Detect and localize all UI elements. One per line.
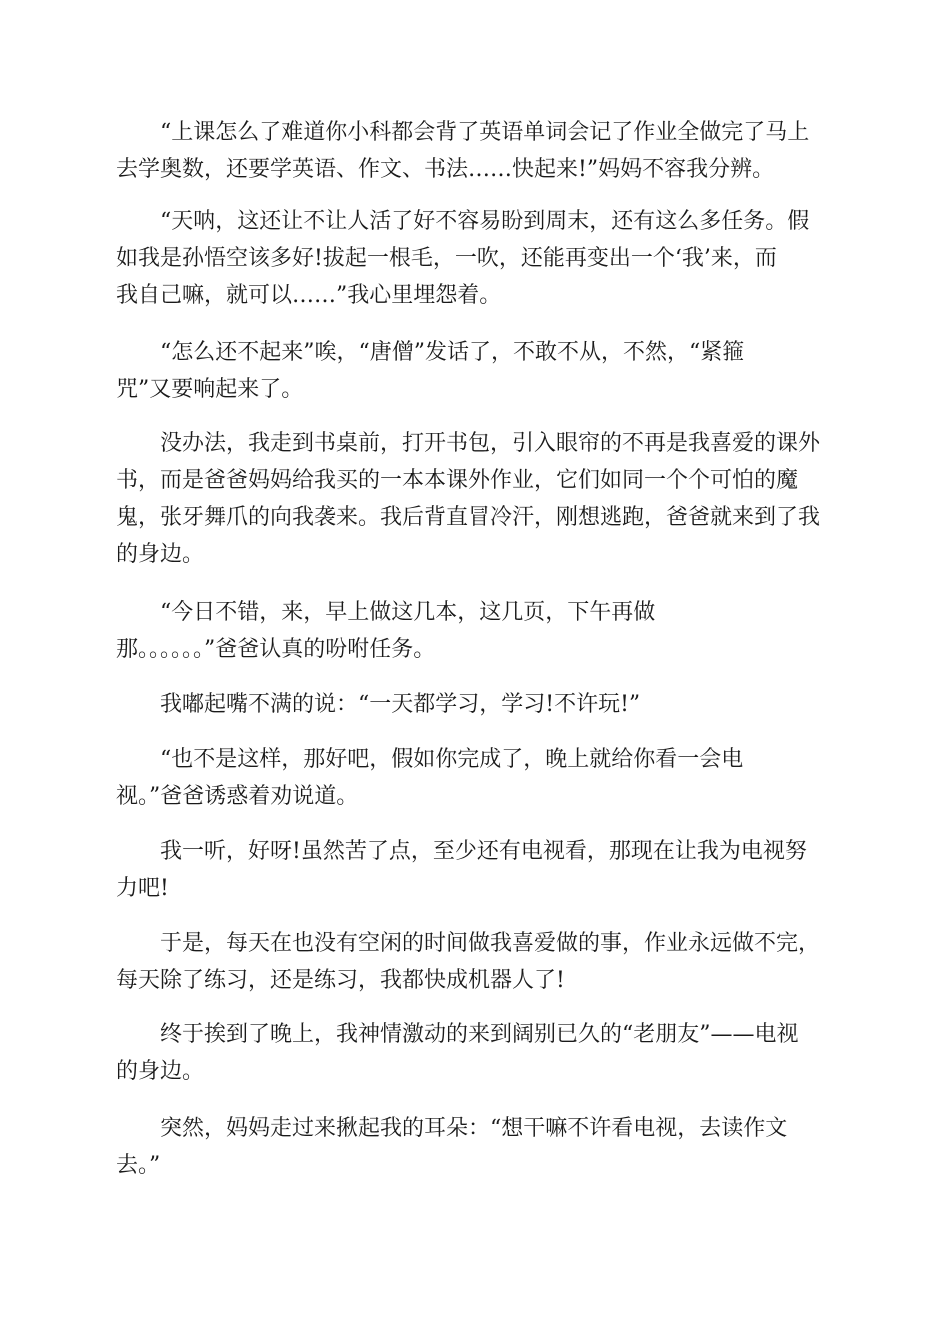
paragraph-11-line-1: 突然，妈妈走过来揪起我的耳朵：“想干嘛不许看电视，去读作文 xyxy=(160,1116,788,1141)
paragraph-9-line-2: 每天除了练习，还是练习，我都快成机器人了! xyxy=(116,968,565,993)
paragraph-3 xyxy=(116,334,836,408)
paragraph-9 xyxy=(116,925,836,999)
paragraph-6 xyxy=(116,686,836,723)
paragraph-8-line-1: 我一听，好呀!虽然苦了点，至少还有电视看，那现在让我为电视努 xyxy=(160,839,807,864)
paragraph-5-line-1: “今日不错，来，早上做这几本，这几页，下午再做 xyxy=(160,600,656,625)
paragraph-11 xyxy=(116,1110,836,1184)
paragraph-4-line-1: 没办法，我走到书桌前，打开书包，引入眼帘的不再是我喜爱的课外 xyxy=(160,431,821,456)
paragraph-4-line-4: 的身边。 xyxy=(116,542,205,567)
paragraph-2-line-1: “天呐，这还让不让人活了好不容易盼到周末，还有这么多任务。假 xyxy=(160,209,810,234)
paragraph-7-line-2: 视。”爸爸诱惑着劝说道。 xyxy=(116,784,359,809)
paragraph-7 xyxy=(116,741,836,815)
paragraph-10-line-1: 终于挨到了晚上，我神情激动的来到阔别已久的“老朋友”——电视 xyxy=(160,1022,799,1047)
paragraph-2-line-2: 如我是孙悟空该多好!拔起一根毛，一吹，还能再变出一个‘我’来，而 xyxy=(116,246,777,271)
paragraph-5 xyxy=(116,594,836,668)
paragraph-10-line-2: 的身边。 xyxy=(116,1059,205,1084)
paragraph-1 xyxy=(116,114,836,188)
paragraph-4 xyxy=(116,425,836,573)
paragraph-10 xyxy=(116,1016,836,1090)
paragraph-2 xyxy=(116,203,836,314)
paragraph-4-line-3: 鬼，张牙舞爪的向我袭来。我后背直冒冷汗，刚想逃跑，爸爸就来到了我 xyxy=(116,505,821,530)
paragraph-3-line-1: “怎么还不起来”唉，“唐僧”发话了，不敢不从，不然，“紧箍 xyxy=(160,340,745,365)
paragraph-3-line-2: 咒”又要响起来了。 xyxy=(116,377,304,402)
paragraph-7-line-1: “也不是这样，那好吧，假如你完成了，晚上就给你看一会电 xyxy=(160,747,744,772)
paragraph-6-line-1: 我嘟起嘴不满的说：“一天都学习，学习!不许玩!” xyxy=(160,692,641,717)
paragraph-2-line-3: 我自己嘛，就可以……”我心里埋怨着。 xyxy=(116,283,502,308)
paragraph-11-line-2: 去。” xyxy=(116,1153,161,1178)
paragraph-5-line-2: 那。。。。。。”爸爸认真的吩咐任务。 xyxy=(116,637,436,662)
paragraph-4-line-2: 书，而是爸爸妈妈给我买的一本本课外作业，它们如同一个个可怕的魔 xyxy=(116,468,799,493)
paragraph-1-line-2: 去学奥数，还要学英语、作文、书法……快起来!”妈妈不容我分辨。 xyxy=(116,157,775,182)
paragraph-9-line-1: 于是，每天在也没有空闲的时间做我喜爱做的事，作业永远做不完， xyxy=(160,931,821,956)
paragraph-8-line-2: 力吧! xyxy=(116,876,169,901)
paragraph-1-line-1: “上课怎么了难道你小科都会背了英语单词会记了作业全做完了马上 xyxy=(160,120,810,145)
paragraph-8 xyxy=(116,833,836,907)
